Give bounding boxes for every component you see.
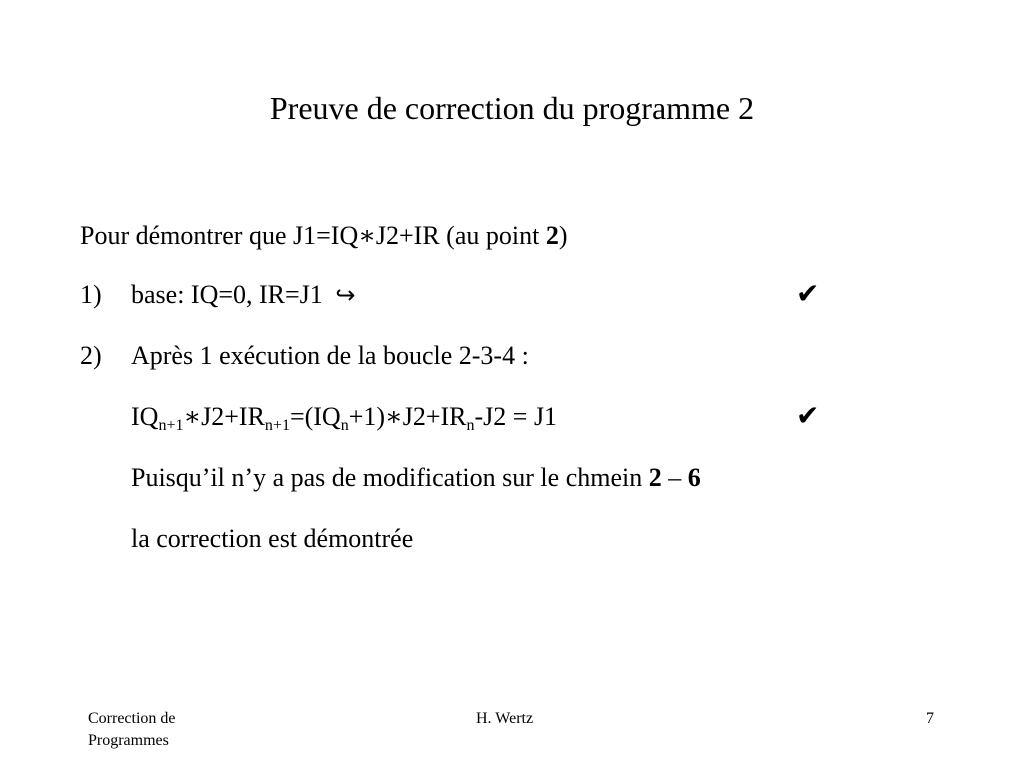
path-dash: – <box>661 463 688 492</box>
formula-part: =(IQ <box>289 402 341 431</box>
step2-formula <box>131 401 557 433</box>
formula-part: IQ <box>131 402 159 431</box>
intro-point-number: 2 <box>545 221 559 250</box>
check-icon: ✔ <box>796 277 820 310</box>
step1-text <box>131 279 355 311</box>
hook-arrow-icon: ↪ <box>335 281 356 309</box>
formula-subscript: n+1 <box>264 417 290 434</box>
footer-left-line2: Programmes <box>88 732 169 749</box>
step2-text: Après 1 exécution de la boucle 2-3-4 : <box>131 341 529 370</box>
intro-text: Pour démontrer que J1=IQ∗J2+IR (au point <box>80 221 546 250</box>
intro-line <box>80 220 568 252</box>
slide-title: Preuve de correction du programme 2 <box>269 90 755 126</box>
step2-number: 2) <box>80 341 102 370</box>
formula-subscript: n <box>340 417 349 434</box>
formula-subscript: n <box>466 417 475 434</box>
footer-left <box>88 708 176 752</box>
formula-subscript: n+1 <box>158 417 184 434</box>
path-end-number: 6 <box>687 463 701 492</box>
path-start-number: 2 <box>648 463 662 492</box>
formula-part: +1)∗J2+IR <box>348 402 467 431</box>
step2-since-line <box>131 462 701 494</box>
intro-close: ) <box>558 221 568 250</box>
footer-author: H. Wertz <box>476 710 534 727</box>
step1-label: base: IQ=0, IR=J1 <box>131 280 323 309</box>
footer-page-number: 7 <box>926 710 934 727</box>
step2-conclusion: la correction est démontrée <box>131 524 414 553</box>
step1-number: 1) <box>80 280 102 309</box>
formula-part: -J2 = J1 <box>474 402 558 431</box>
check-icon: ✔ <box>796 399 820 432</box>
formula-part: ∗J2+IR <box>183 402 265 431</box>
footer-left-line1: Correction de <box>88 710 176 727</box>
since-text: Puisqu’il n’y a pas de modification sur le chmein <box>131 463 649 492</box>
